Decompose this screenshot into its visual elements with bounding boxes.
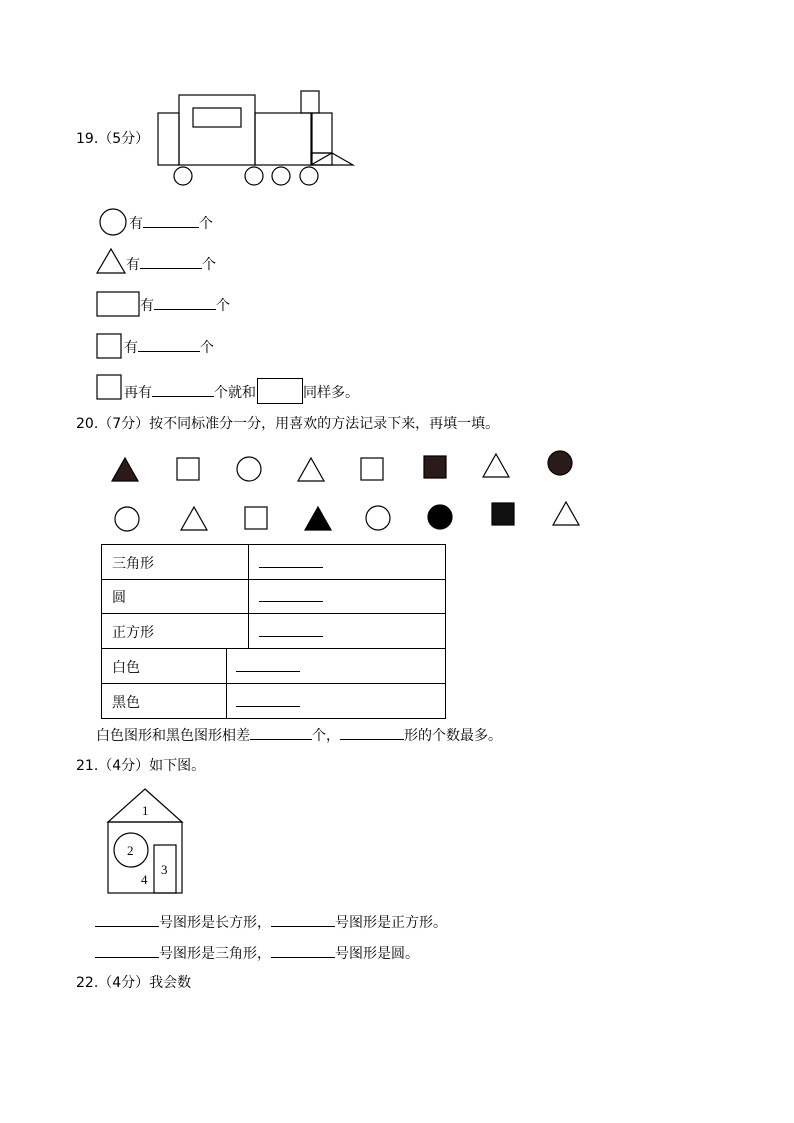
q20-header: 20.（7分）按不同标准分一分，用喜欢的方法记录下来，再填一填。 [76,416,500,432]
q20-sentence: 白色图形和黑色图形相差 个， 形的个数最多。 [96,725,502,745]
answer-blank[interactable] [271,943,335,958]
q19-line-square: 有 个 [124,337,214,357]
house-label-4: 4 [141,872,148,887]
q21-line-2: 号图形是三角形， 号图形是圆。 [95,943,419,963]
table-row-black: 黑色 [101,684,446,719]
q19-header: 19.（5分） [76,131,150,147]
q19-line-circle: 有 个 [129,213,213,233]
table-row-circle: 圆 [101,579,446,614]
table-row-square: 正方形 [101,614,446,649]
table-row-triangle: 三角形 [101,544,446,580]
answer-blank[interactable] [271,912,335,927]
q21-line-1: 号图形是长方形， 号图形是正方形。 [95,912,447,932]
house-label-1: 1 [142,803,149,818]
house-label-3: 3 [161,862,168,877]
q22-header: 22.（4分）我会数 [76,975,192,991]
q19-line-compare: 再有 个就和 同样多。 [124,378,359,404]
q19-line-rectangle: 有 个 [140,295,230,315]
answer-blank[interactable] [95,943,159,958]
q21-header: 21.（4分）如下图。 [76,758,206,774]
q19-line-triangle: 有 个 [126,254,216,274]
table-row-white: 白色 [101,649,446,684]
answer-blank[interactable] [95,912,159,927]
house-label-2: 2 [127,843,134,858]
